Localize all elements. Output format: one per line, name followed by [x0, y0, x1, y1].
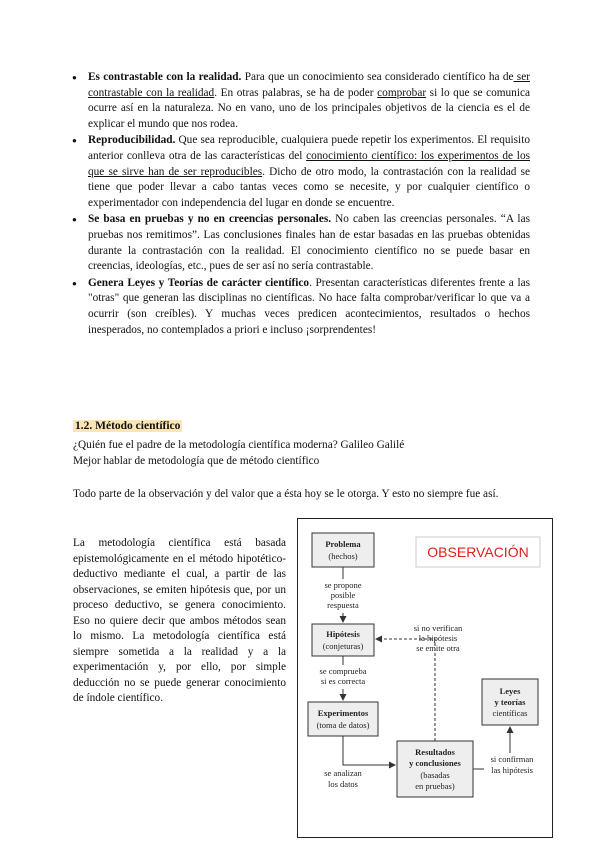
bullet-text: si lo que se comunica ocurre así en la naturaleza. No en vano, uno de los principales objetivos de la ciencia es el de explicar el mundo que nos rodea. — [88, 86, 530, 130]
laws-line3: científicas — [492, 708, 528, 718]
results-title: Resultados — [415, 747, 455, 757]
bullet-title: Genera Leyes y Teorías de carácter científico — [88, 276, 310, 289]
arrow-retry — [376, 639, 435, 741]
underlined-text: comprobar — [377, 86, 427, 99]
note-line: Mejor hablar de metodología que de método científico — [73, 455, 320, 467]
hypothesis-title: Hipótesis — [326, 629, 360, 639]
bullet-title: Se basa en pruebas y no en creencias personales. — [88, 213, 332, 226]
problem-title: Problema — [325, 539, 361, 549]
underlined-text: conocimiento científico: los experimentos de los que se sirve han de ser reproducibles — [88, 149, 530, 178]
list-item — [88, 276, 530, 338]
section-heading: 1.2. Método científico — [75, 420, 181, 432]
observation-paragraph: Todo parte de la observación y del valor que a ésta hoy se le otorga. Y esto no siempre fue así. — [73, 488, 499, 500]
arrow1-line2: posible — [330, 590, 356, 600]
bullet-title: Es contrastable con la realidad. — [88, 71, 242, 83]
arrow-analyze — [343, 736, 395, 765]
flow-chart — [298, 519, 552, 837]
bullet-text: Que sea reproducible, cualquiera puede repetir los experimentos. El requisito anterior conlleva otra de las características del — [88, 134, 530, 162]
retry-line3: se emite otra — [416, 643, 460, 653]
arrow1-line3: respuesta — [327, 600, 359, 610]
question-line: ¿Quién fue el padre de la metodología científica moderna? Galileo Galilé — [73, 439, 405, 451]
experiments-sub: (toma de datos) — [316, 720, 370, 730]
bullet-text: Para que un conocimiento sea considerado científico ha de — [241, 71, 514, 83]
bullet-title: Reproducibilidad. — [88, 134, 176, 147]
results-sub: (basadas — [420, 770, 450, 780]
retry-line2: la hipótesis — [418, 633, 458, 643]
list-item — [88, 70, 530, 132]
bullet-text: . Presentan características diferentes frente a las "otras" que generan las disciplinas no científicas. No hace falta comprobar/verificar lo que va a ocurrir (son creíbles). Y muchas veces predicen acontecimientos, resultados o hechos inesperados, no contemplados a priori e incluso ¡sorprendentes! — [88, 276, 530, 336]
bullet-text: . Dicho de otro modo, la contrastación con la realidad se tiene que poder llevar a cabo tantas veces como se necesite, y por cualquier científico o experimentador con independencia del lugar en donde se encuentre. — [88, 165, 530, 209]
arrow3-line2: los datos — [328, 779, 358, 789]
laws-line2: y teorías — [494, 697, 526, 707]
results-sub2: en pruebas) — [415, 781, 455, 791]
property-list — [88, 70, 530, 339]
arrow3-line1: se analizan — [324, 768, 362, 778]
retry-line1: si no verifican — [413, 623, 463, 633]
laws-line1: Leyes — [499, 686, 521, 696]
list-item — [88, 212, 530, 274]
hypothesis-sub: (conjeturas) — [322, 641, 364, 651]
observation-label: OBSERVACIÓN — [427, 544, 529, 560]
arrow1-line1: se propone — [324, 580, 362, 590]
bullet-text: . En otras palabras, se ha de poder — [214, 86, 378, 99]
list-item — [88, 133, 530, 211]
bullet-text: No caben las creencias personales. “A las pruebas nos remitimos”. Las conclusiones finales han de estar basadas en las pruebas obtenidas durante la contrastación con la realidad. El conocimiento científico no se puede basar en creencias, ideologías, etc., pues de ser así no sería contrastable. — [88, 213, 530, 273]
underlined-text: ser contrastable con la realidad — [88, 71, 530, 99]
scientific-method-diagram — [297, 518, 553, 838]
arrow2-line2: si es correcta — [320, 676, 366, 686]
experiments-title: Experimentos — [317, 708, 369, 718]
methodology-paragraph: La metodología científica está basada epistemológicamente en el método hipotético-deductivo mediante el cual, a partir de las observaciones, se emiten hipótesis que, por un proceso deductivo, se genera conocimiento. Eso no quiere decir que ambos métodos sean lo mismo. La metodología científica está siempre sometida a la realidad y a la experimentación y, por ello, por simple deducción no se puede generar conocimiento de índole científico. — [73, 537, 286, 704]
results-title2: y conclusiones — [409, 758, 461, 768]
arrow2-line1: se comprueba — [319, 666, 367, 676]
confirm-line2: las hipótesis — [491, 765, 533, 775]
problem-sub: (hechos) — [328, 551, 358, 561]
confirm-line1: si confirman — [490, 754, 534, 764]
